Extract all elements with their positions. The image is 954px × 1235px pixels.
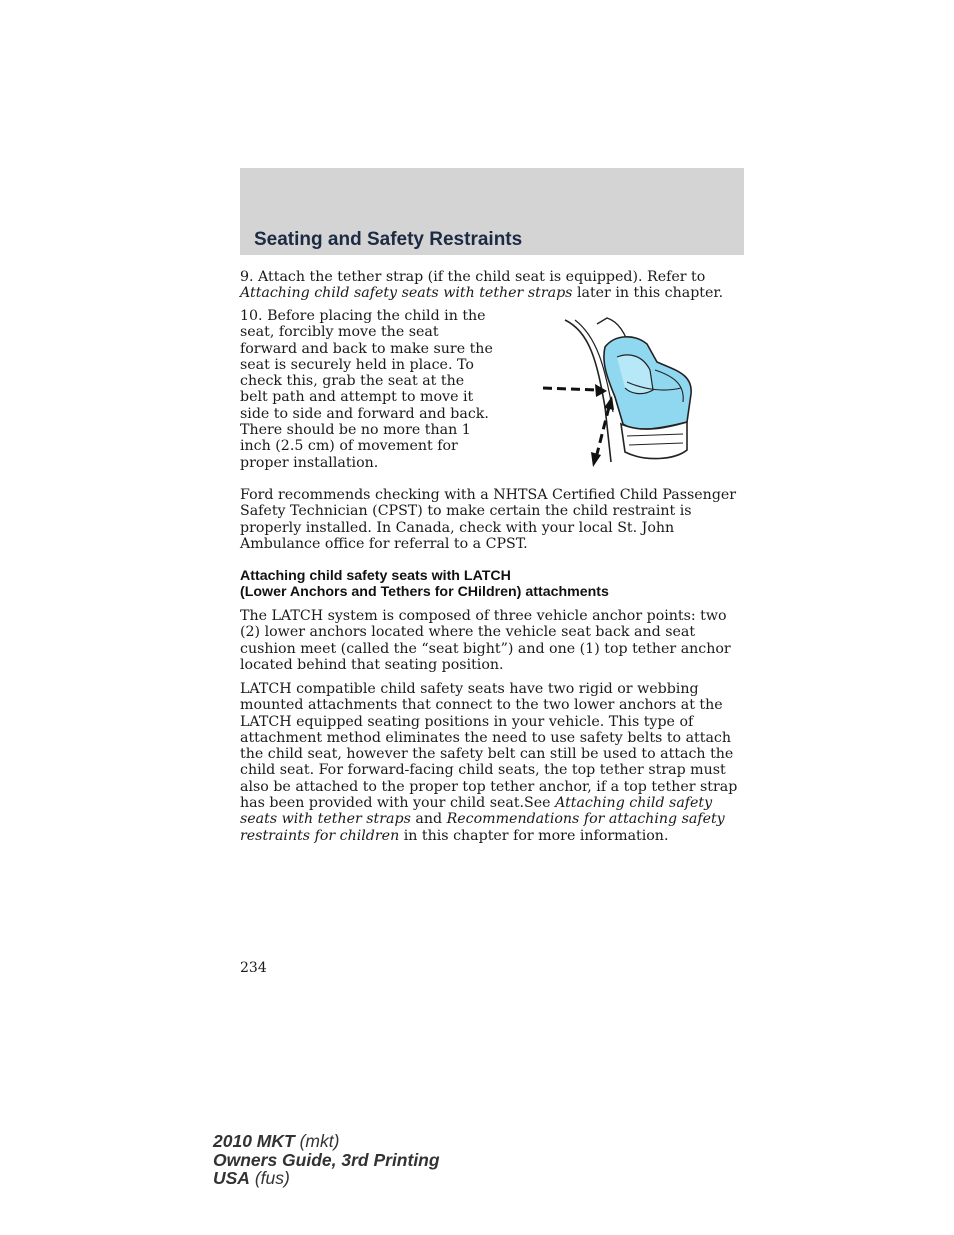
latch-compatible-paragraph xyxy=(240,681,745,844)
footer-market-code: (fus) xyxy=(249,1168,290,1188)
footer-market-line xyxy=(213,1169,440,1188)
footer-market: USA xyxy=(213,1168,250,1188)
step-9-reference-link[interactable]: Attaching child safety seats with tether straps xyxy=(240,285,573,302)
latch-compatible-tail: in this chapter for more information. xyxy=(399,827,669,844)
section-title: Seating and Safety Restraints xyxy=(254,229,523,250)
footer-model-line xyxy=(213,1132,440,1151)
step-9-tail: later in this chapter. xyxy=(572,285,724,302)
child-seat-movement-illustration xyxy=(535,312,695,472)
recommendations-reference-link[interactable]: Recommendations for attaching safety restraints for children xyxy=(240,811,725,844)
latch-compatible-and: and xyxy=(410,811,447,828)
page-number: 234 xyxy=(240,960,267,976)
latch-system-paragraph: The LATCH system is composed of three vehicle anchor points: two (2) lower anchors located where the vehicle seat back and seat cushion meet (called the “seat bight”) and one (1) top tether anchor located behind that seating position. xyxy=(240,608,731,673)
step-10-paragraph: 10. Before placing the child in the seat, forcibly move the seat forward and back to make sure the seat is securely held in place. To check this, grab the seat at the belt path and attempt to move it side to side and forward and back. There should be no more than 1 inch (2.5 cm) of movement for proper installation. xyxy=(240,308,493,471)
footer-model-code: (mkt) xyxy=(294,1131,340,1151)
footer-guide-line xyxy=(213,1151,440,1170)
ford-recommendation-paragraph: Ford recommends checking with a NHTSA Certified Child Passenger Safety Technician (CPST) to make certain the child restraint is properly installed. In Canada, check with your local St. John Ambulance office for referral to a CPST. xyxy=(240,487,737,552)
footer-print-info xyxy=(213,1132,440,1188)
latch-compatible-text: LATCH compatible child safety seats have two rigid or webbing mounted attachments that connect to the two lower anchors at the LATCH equipped seating positions in your vehicle. This type of attachment method eliminates the need to use safety belts to attach the child seat, however the safety belt can still be used to attach the child seat. For forward-facing child seats, the top tether strap must also be attached to the proper top tether anchor, if a top tether strap has been provided with your child seat.See xyxy=(240,681,738,812)
latch-heading xyxy=(240,568,745,600)
footer-guide: Owners Guide, 3rd Printing xyxy=(213,1149,440,1170)
child-seat-illustration-icon xyxy=(535,312,695,472)
footer-model: 2010 MKT xyxy=(213,1131,295,1151)
latch-heading-line-2: (Lower Anchors and Tethers for CHildren) attachments xyxy=(240,584,609,600)
tether-straps-reference-link[interactable]: Attaching child safety seats with tether straps xyxy=(240,795,713,828)
header-band xyxy=(240,168,744,255)
step-9-paragraph xyxy=(240,269,745,302)
step-9-text: 9. Attach the tether strap (if the child seat is equipped). Refer to xyxy=(240,269,706,285)
latch-heading-line-1: Attaching child safety seats with LATCH xyxy=(240,568,511,584)
